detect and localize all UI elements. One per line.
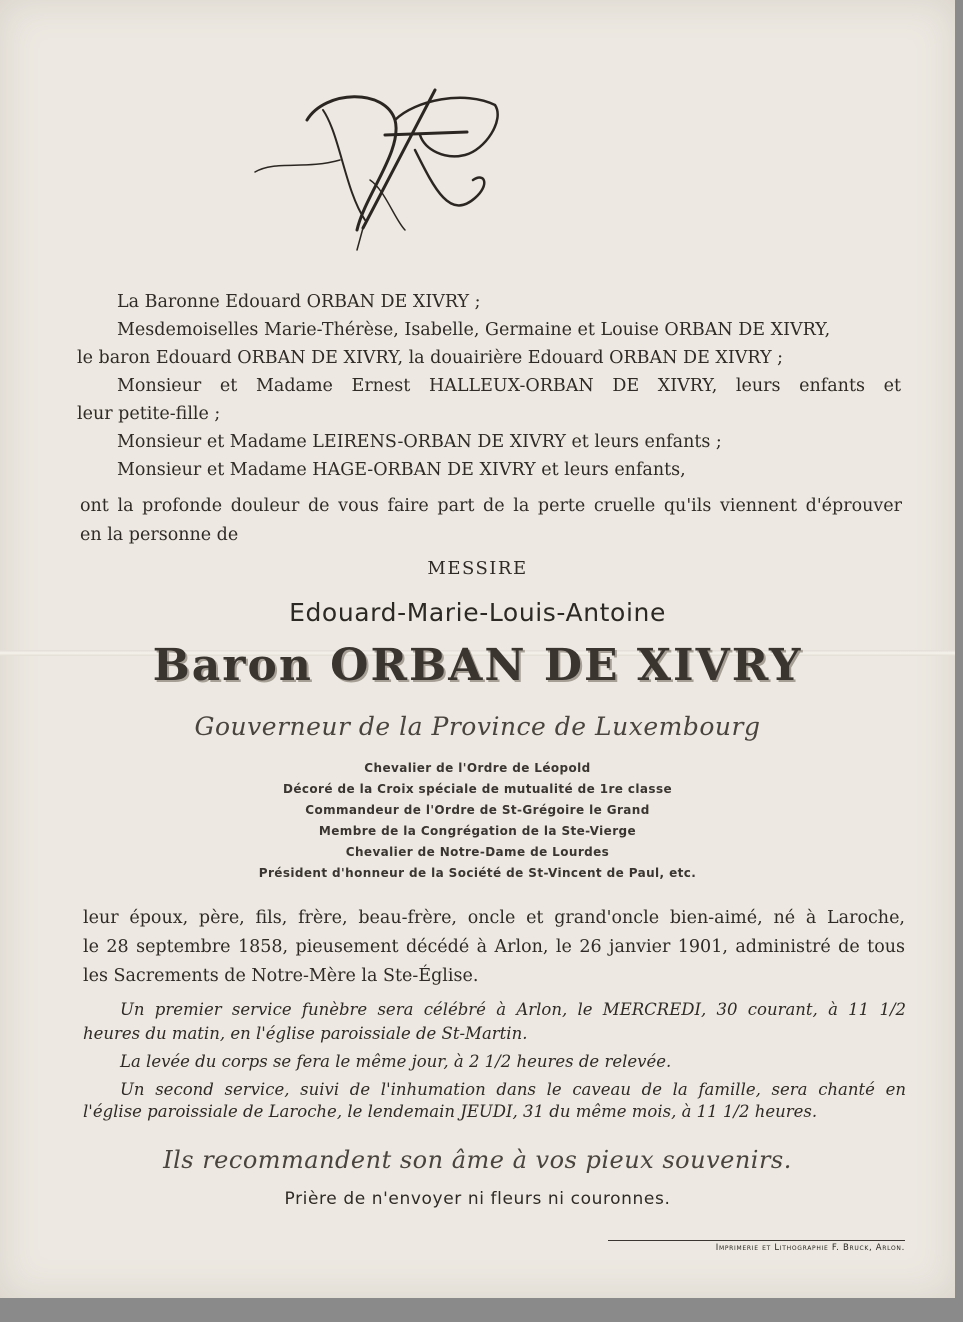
closing-prayer: Ils recommandent son âme à vos pieux souvenirs. (163, 1146, 792, 1174)
honor-3: Commandeur de l'Ordre de St-Grégoire le Grand (305, 803, 650, 817)
service-line-3: La levée du corps se fera le même jour, à 2 1/2 heures de relevée. (120, 1052, 672, 1071)
honor-4: Membre de la Congrégation de la Ste-Vierge (318, 824, 637, 838)
office-title: Gouverneur de la Province de Luxembourg (194, 712, 761, 741)
family-line-2: Mesdemoiselles Marie-Thérèse, Isabelle, Germaine et Louise ORBAN DE XIVRY, (117, 320, 831, 340)
monogram-cross-emblem (245, 80, 505, 255)
honor-2: Décoré de la Croix spéciale de mutualité de 1re classe (282, 782, 673, 796)
honor-5: Chevalier de Notre-Dame de Lourdes (345, 845, 610, 859)
announcement-line-1: ont la profonde douleur de vous faire part de la perte cruelle qu'ils viennent d'éprouver (80, 496, 902, 516)
deceased-name: Baron ORBAN DE XIVRY (152, 640, 803, 691)
service-line-1: Un premier service funèbre sera célébré à Arlon, le MERCREDI, 30 courant, à 11 1/2 (120, 1000, 906, 1019)
printer-imprint: Imprimerie et Lithographie F. Bruck, Arlon. (608, 1240, 905, 1253)
bio-line-3: les Sacrements de Notre-Mère la Ste-Église. (83, 966, 479, 986)
service-line-2: heures du matin, en l'église paroissiale de St-Martin. (83, 1024, 528, 1043)
service-line-4: Un second service, suivi de l'inhumation dans le caveau de la famille, sera chanté en (120, 1080, 906, 1099)
family-line-3: le baron Edouard ORBAN DE XIVRY, la douairière Edouard ORBAN DE XIVRY ; (77, 348, 784, 368)
bio-line-2: le 28 septembre 1858, pieusement décédé à Arlon, le 26 janvier 1901, administré de tous (83, 937, 905, 957)
service-line-5: l'église paroissiale de Laroche, le lendemain JEUDI, 31 du même mois, à 11 1/2 heures. (83, 1102, 818, 1121)
given-names: Edouard-Marie-Louis-Antoine (289, 598, 666, 627)
family-line-1: La Baronne Edouard ORBAN DE XIVRY ; (117, 292, 481, 312)
announcement-line-2: en la personne de (80, 525, 239, 545)
family-line-5: leur petite-fille ; (77, 404, 221, 424)
family-line-6: Monsieur et Madame LEIRENS-ORBAN DE XIVRY et leurs enfants ; (117, 432, 722, 452)
family-line-7: Monsieur et Madame HAGE-ORBAN DE XIVRY et leurs enfants, (117, 460, 686, 480)
title-messire: MESSIRE (427, 558, 528, 579)
bio-line-1: leur époux, père, fils, frère, beau-frère, oncle et grand'oncle bien-aimé, né à Laroche, (83, 908, 905, 928)
no-flowers-request: Prière de n'envoyer ni fleurs ni couronnes. (284, 1189, 671, 1209)
family-line-4: Monsieur et Madame Ernest HALLEUX-ORBAN DE XIVRY, leurs enfants et (117, 376, 901, 396)
honor-1: Chevalier de l'Ordre de Léopold (364, 761, 591, 775)
honor-6: Président d'honneur de la Société de St-Vincent de Paul, etc. (258, 866, 697, 880)
